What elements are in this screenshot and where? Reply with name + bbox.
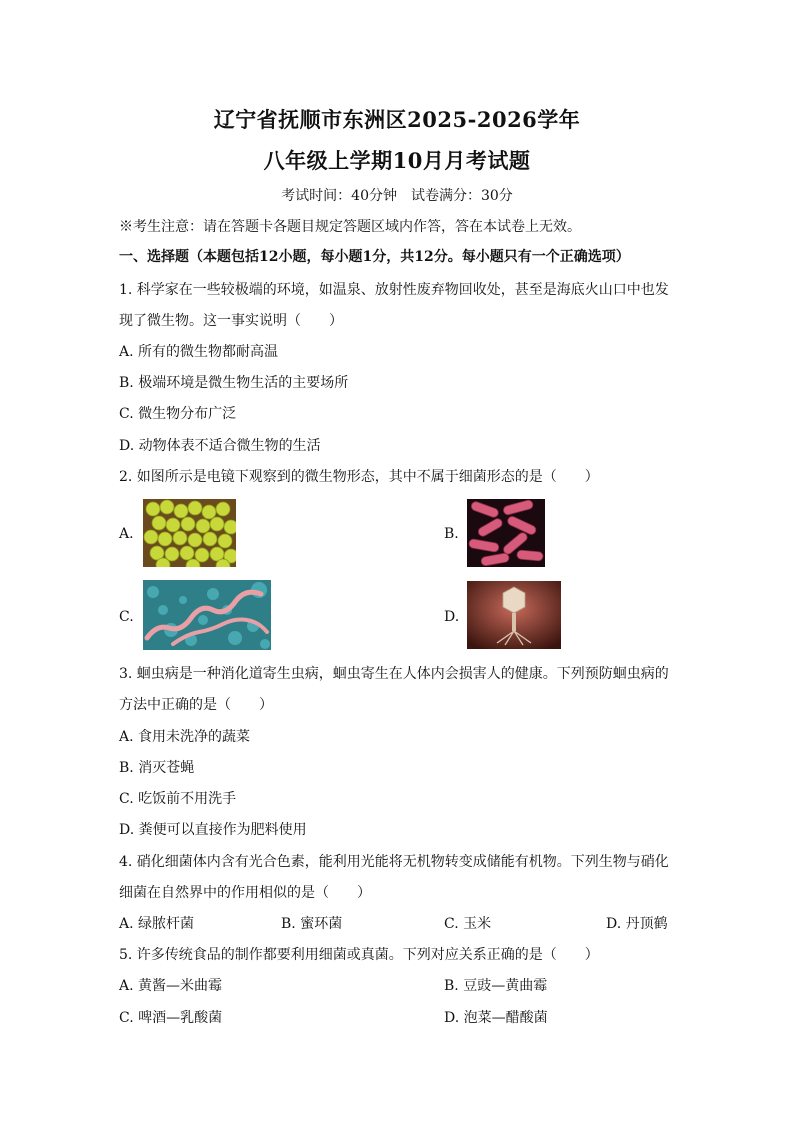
question-2-option-b-label: B. xyxy=(444,526,459,542)
rod-bacteria-image xyxy=(467,499,545,567)
question-4-option-d: D. 丹顶鹤 xyxy=(606,916,668,932)
question-4-option-a: A. 绿脓杆菌 xyxy=(119,916,195,932)
question-5-option-b: B. 豆豉—黄曲霉 xyxy=(444,978,548,994)
question-1-stem-line2: 现了微生物。这一事实说明（ ） xyxy=(119,313,343,329)
question-1-option-a: A. 所有的微生物都耐高温 xyxy=(119,344,279,360)
question-1-option-d: D. 动物体表不适合微生物的生活 xyxy=(119,438,321,454)
question-3-stem-line2: 方法中正确的是（ ） xyxy=(119,697,273,713)
question-4-stem-line2: 细菌在自然界中的作用相似的是（ ） xyxy=(119,885,371,901)
question-2-option-d-label: D. xyxy=(444,609,460,625)
question-1-stem-line1: 1. 科学家在一些较极端的环境，如温泉、放射性废弃物回收处，甚至是海底火山口中也发 xyxy=(119,282,669,298)
question-5-option-c: C. 啤酒—乳酸菌 xyxy=(119,1010,223,1026)
question-5-stem: 5. 许多传统食品的制作都要利用细菌或真菌。下列对应关系正确的是（ ） xyxy=(119,947,599,963)
exam-notice: ※考生注意：请在答题卡各题目规定答题区域内作答，答在本试卷上无效。 xyxy=(119,219,581,235)
exam-title-line2: 八年级上学期10月月考试题 xyxy=(263,148,531,173)
question-3-option-c: C. 吃饭前不用洗手 xyxy=(119,791,237,807)
question-4-option-c: C. 玉米 xyxy=(444,916,492,932)
spiral-bacteria-image xyxy=(143,580,271,650)
exam-title-line1: 辽宁省抚顺市东洲区2025-2026学年 xyxy=(213,107,581,132)
question-3-option-d: D. 粪便可以直接作为肥料使用 xyxy=(119,822,307,838)
question-3-stem-line1: 3. 蛔虫病是一种消化道寄生虫病，蛔虫寄生在人体内会损害人的健康。下列预防蛔虫病的 xyxy=(119,666,669,682)
question-3-option-b: B. 消灭苍蝇 xyxy=(119,760,195,776)
cocci-cluster-image xyxy=(143,499,236,567)
question-4-stem-line1: 4. 硝化细菌体内含有光合色素，能利用光能将无机物转变成储能有机物。下列生物与硝化 xyxy=(119,854,669,870)
question-1-option-b: B. 极端环境是微生物生活的主要场所 xyxy=(119,375,349,391)
question-1-option-c: C. 微生物分布广泛 xyxy=(119,406,237,422)
question-4-option-b: B. 蜜环菌 xyxy=(281,916,343,932)
section-heading: 一、选择题（本题包括12小题，每小题1分，共12分。每小题只有一个正确选项） xyxy=(119,249,630,265)
question-2-stem: 2. 如图所示是电镜下观察到的微生物形态，其中不属于细菌形态的是（ ） xyxy=(119,469,599,485)
question-5-option-a: A. 黄酱—米曲霉 xyxy=(119,978,223,994)
exam-info: 考试时间：40分钟 试卷满分：30分 xyxy=(281,188,513,204)
question-5-option-d: D. 泡菜—醋酸菌 xyxy=(444,1010,548,1026)
question-2-option-c-label: C. xyxy=(119,609,134,625)
bacteriophage-image xyxy=(467,581,561,649)
question-3-option-a: A. 食用未洗净的蔬菜 xyxy=(119,729,251,745)
question-2-option-a-label: A. xyxy=(119,526,134,542)
